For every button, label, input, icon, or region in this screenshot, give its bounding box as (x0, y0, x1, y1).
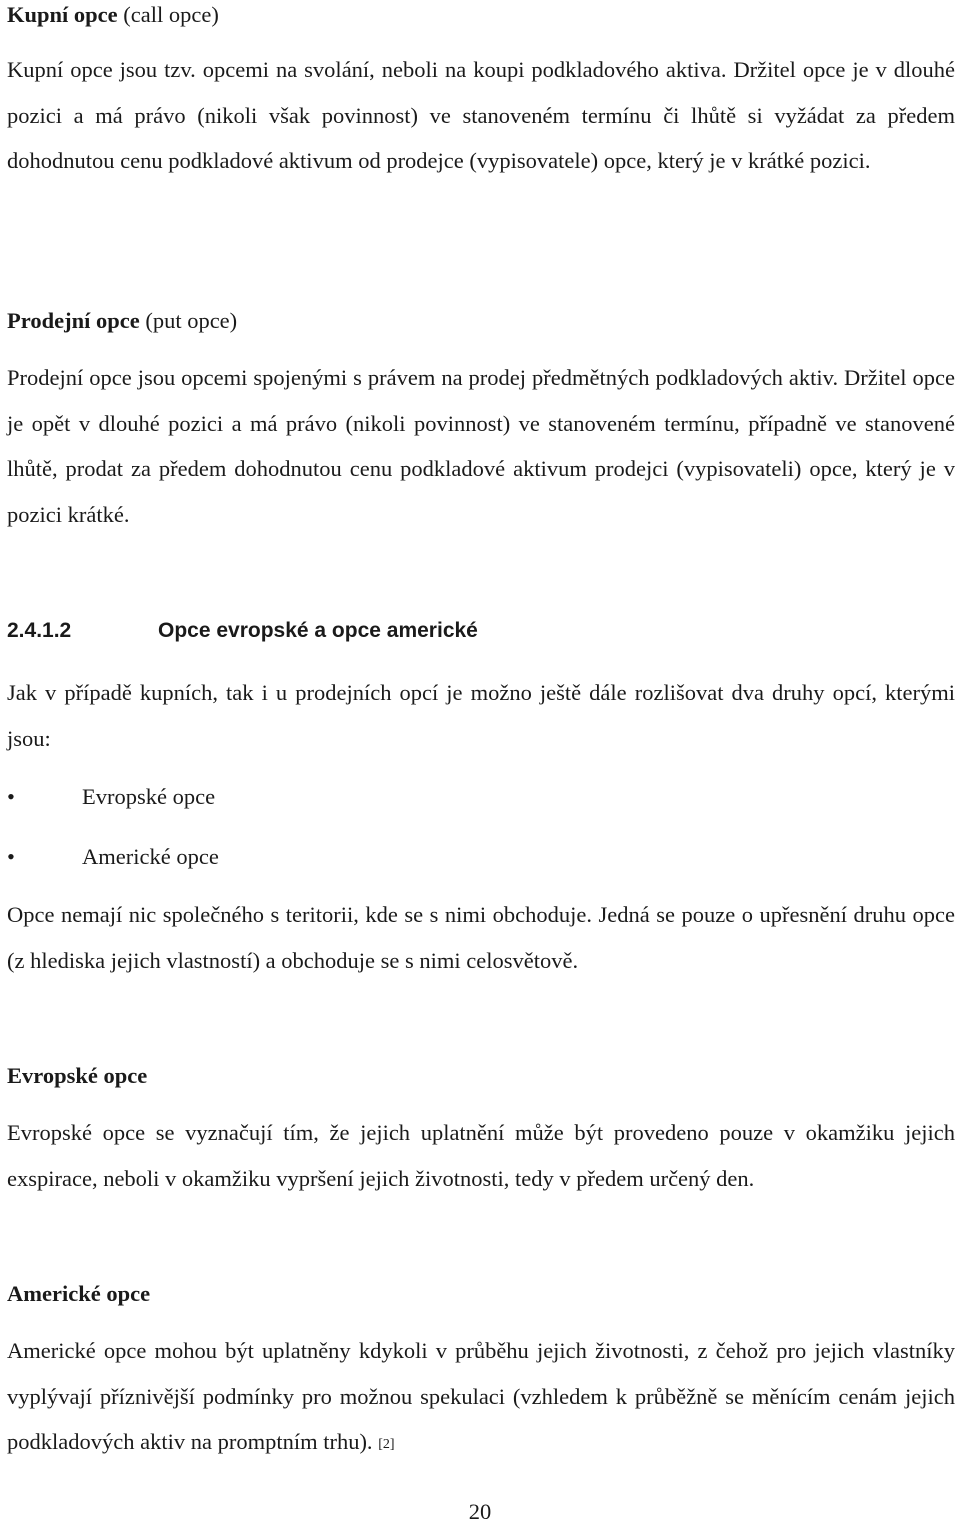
put-option-paragraph: Prodejní opce jsou opcemi spojenými s právem na prodej předmětných podkladových aktiv. Držitel opce je opět v dlouhé pozici a má právo (nikoli povinnost) ve stanoveném termínu, případně ve stanovené lhůtě, prodat za předem dohodnutou cenu podkladové aktivum prodejci (vypisovateli) opce, který je v pozici krátké. (7, 365, 955, 527)
intro-paragraph: Jak v případě kupních, tak i u prodejních opcí je možno ještě dále rozlišovat dva druhy opcí, kterými jsou: (7, 680, 955, 751)
european-option-paragraph: Evropské opce se vyznačují tím, že jejich uplatnění může být provedeno pouze v okamžiku jejich exspirace, neboli v okamžiku vypršení jejich životnosti, tedy v předem určený den. (7, 1120, 955, 1191)
european-option-heading (7, 1061, 955, 1091)
put-option-heading-bold: Prodejní opce (7, 308, 140, 333)
european-option-heading-text: Evropské opce (7, 1063, 148, 1088)
citation-reference: [2] (378, 1437, 395, 1452)
american-option-text: Americké opce mohou být uplatněny kdykoli v průběhu jejich životnosti, z čehož pro jejich vlastníky vyplývají příznivější podmínky pro možnou spekulaci (vzhledem k průběžně se měnícím cenám jejich podkladových aktiv na promptním trhu). (7, 1338, 955, 1454)
section-heading (7, 615, 478, 647)
call-option-heading-bold: Kupní opce (7, 2, 118, 27)
bullet-item-american (7, 841, 219, 873)
section-title: Opce evropské a opce americké (158, 619, 478, 642)
put-option-heading (7, 306, 955, 336)
bullet-item-european (7, 781, 215, 813)
page-number: 20 (468, 1499, 492, 1524)
section-number: 2.4.1.2 (7, 619, 72, 642)
american-option-paragraph (7, 1328, 955, 1468)
put-option-heading-rest: (put opce) (139, 308, 238, 333)
bullet-label: Americké opce (82, 844, 219, 869)
american-option-heading-text: Americké opce (7, 1281, 151, 1306)
bullet-icon: • (7, 784, 15, 809)
territory-paragraph: Opce nemají nic společného s teritorii, kde se s nimi obchoduje. Jedná se pouze o upřesnění druhu opce (z hlediska jejich vlastností) a obchoduje se s nimi celosvětově. (7, 902, 955, 973)
american-option-heading (7, 1279, 955, 1309)
call-option-paragraph: Kupní opce jsou tzv. opcemi na svolání, neboli na koupi podkladového aktiva. Držitel opce je v dlouhé pozici a má právo (nikoli však povinnost) ve stanoveném termínu či lhůtě si vyžádat za předem dohodnutou cenu podkladové aktivum od prodejce (vypisovatele) opce, který je v krátké pozici. (7, 57, 955, 173)
call-option-heading-rest: (call opce) (117, 2, 219, 27)
bullet-label: Evropské opce (82, 784, 216, 809)
call-option-heading (7, 0, 955, 30)
bullet-icon: • (7, 844, 15, 869)
